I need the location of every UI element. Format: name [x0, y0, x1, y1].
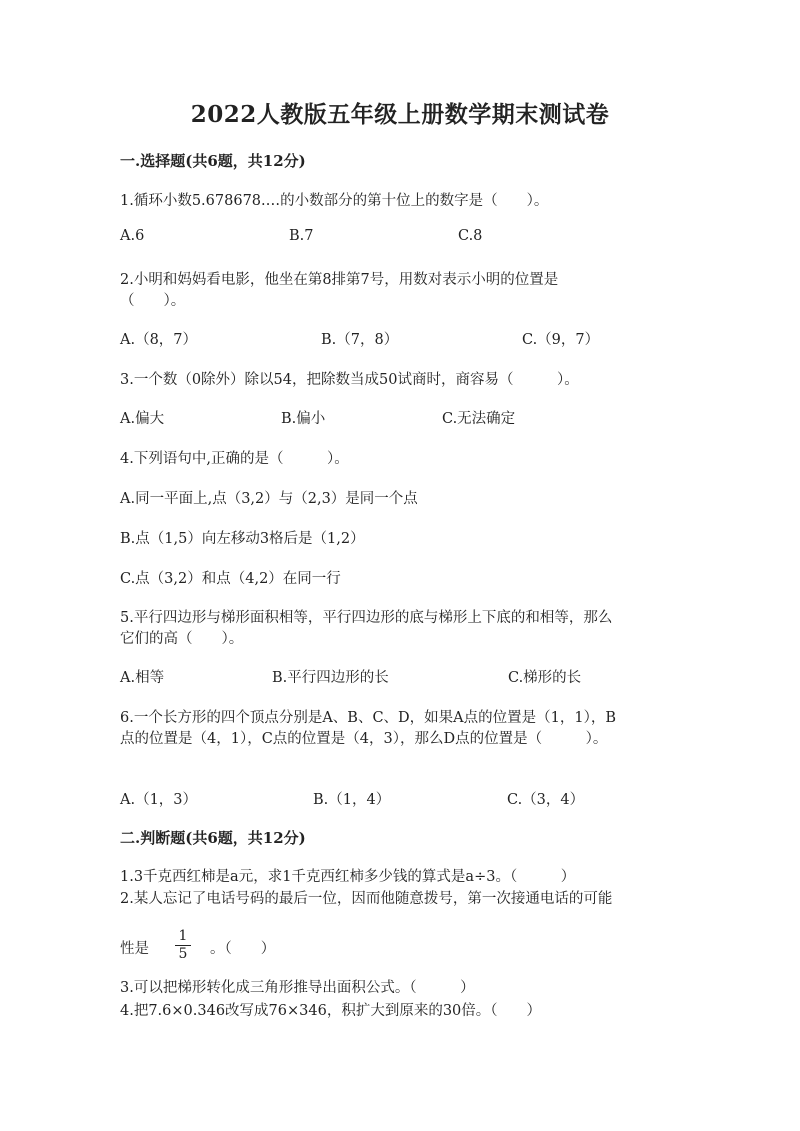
question-5-option-b: B.平行四边形的长 [272, 670, 389, 686]
question-5-line2: 它们的高（ ）。 [120, 631, 244, 647]
judge-question-2-suffix: 。（ ） [210, 941, 276, 957]
question-3: 3.一个数（0除外）除以54，把除数当成50试商时，商容易（ ）。 [120, 372, 579, 388]
question-4-option-b: B.点（1,5）向左移动3格后是（1,2） [120, 531, 365, 547]
fraction-denominator: 5 [178, 946, 188, 962]
question-3-option-b: B.偏小 [281, 411, 326, 427]
question-2-option-a: A.（8，7） [120, 332, 198, 348]
question-5-option-c: C.梯形的长 [508, 670, 582, 686]
question-2-option-b: B.（7，8） [321, 332, 399, 348]
judge-question-4: 4.把7.6×0.346改写成76×346，积扩大到原来的30倍。（ ） [120, 1003, 542, 1019]
question-6-option-c: C.（3，4） [507, 792, 585, 808]
judge-question-1: 1.3千克西红柿是a元，求1千克西红柿多少钱的算式是a÷3。（ ） [120, 869, 576, 885]
question-6-line1: 6.一个长方形的四个顶点分别是A、B、C、D，如果A点的位置是（1，1），B [120, 710, 617, 726]
question-6-line2: 点的位置是（4，1），C点的位置是（4，3），那么D点的位置是（ ）。 [120, 731, 608, 747]
question-4: 4.下列语句中,正确的是（ ）。 [120, 451, 349, 467]
question-5-option-a: A.相等 [120, 670, 165, 686]
question-1-option-c: C.8 [458, 228, 483, 244]
section-heading-judge: 二.判断题(共6题，共12分) [120, 829, 306, 847]
judge-question-3: 3.可以把梯形转化成三角形推导出面积公式。（ ） [120, 980, 475, 996]
question-2-line1: 2.小明和妈妈看电影，他坐在第8排第7号，用数对表示小明的位置是 [120, 272, 559, 288]
fraction-numerator: 1 [178, 928, 188, 944]
question-3-option-c: C.无法确定 [442, 411, 516, 427]
question-2-line2: （ ）。 [120, 293, 186, 309]
question-1-option-a: A.6 [120, 228, 145, 244]
judge-question-2-prefix: 性是 [120, 941, 149, 957]
judge-question-2-line1: 2.某人忘记了电话号码的最后一位，因而他随意拨号，第一次接通电话的可能 [120, 891, 613, 907]
question-1-option-b: B.7 [289, 228, 314, 244]
page-title: 2022人教版五年级上册数学期末测试卷 [190, 101, 610, 128]
question-4-option-c: C.点（3,2）和点（4,2）在同一行 [120, 571, 341, 587]
question-3-option-a: A.偏大 [120, 411, 165, 427]
question-6-option-a: A.（1，3） [120, 792, 198, 808]
section-heading-choice: 一.选择题(共6题，共12分) [120, 152, 306, 170]
question-4-option-a: A.同一平面上,点（3,2）与（2,3）是同一个点 [120, 491, 418, 507]
question-6-option-b: B.（1，4） [313, 792, 391, 808]
question-2-option-c: C.（9，7） [522, 332, 600, 348]
question-1: 1.循环小数5.678678.…的小数部分的第十位上的数字是（ ）。 [120, 193, 549, 209]
fraction-one-fifth [175, 929, 191, 962]
question-5-line1: 5.平行四边形与梯形面积相等，平行四边形的底与梯形上下底的和相等，那么 [120, 610, 613, 626]
